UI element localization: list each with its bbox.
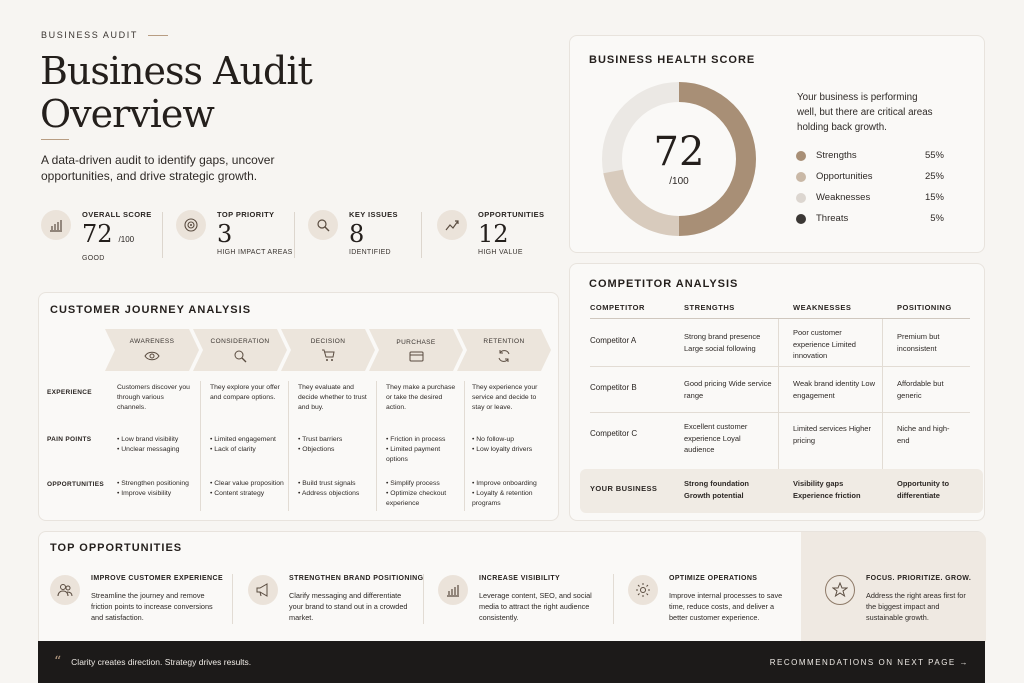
customer-journey-card — [38, 292, 559, 521]
pain-item: • Limited engagement — [210, 436, 276, 443]
column-divider — [200, 381, 201, 511]
magnifier-icon — [308, 210, 338, 240]
kpi-label: OVERALL SCORE — [82, 210, 152, 219]
opportunity-item: • Simplify process — [386, 480, 440, 487]
title-divider — [41, 139, 69, 140]
opportunity-cell — [386, 479, 462, 509]
opportunity-cell — [472, 479, 552, 509]
col-header-weaknesses: WEAKNESSES — [793, 303, 852, 312]
row-label-opportunities: OPPORTUNITIES — [47, 481, 104, 488]
pain-item: • No follow-up — [472, 436, 515, 443]
quote-mark: “ — [54, 654, 62, 670]
experience-cell: Customers discover you through various channels. — [117, 384, 190, 411]
pain-item: • Objections — [298, 446, 335, 453]
your-business-name: YOUR BUSINESS — [590, 484, 658, 493]
opportunity-text: Improve internal processes to save time, reduce costs, and deliver a better customer experience. — [669, 591, 783, 622]
experience-cell: They explore your offer and compare options. — [210, 384, 280, 401]
legend-dot — [796, 172, 806, 182]
opportunity-text: Leverage content, SEO, and social media to attract the right audience consistently. — [479, 591, 592, 622]
column-divider — [882, 319, 883, 469]
health-description: Your business is performing well, but there are critical areas holding back growth. — [797, 92, 933, 133]
search-icon — [233, 349, 247, 363]
legend-label: Threats — [816, 213, 849, 224]
opportunity-item: • Address objections — [298, 490, 360, 497]
pain-cell — [117, 435, 197, 455]
col-header-competitor: COMPETITOR — [590, 303, 645, 312]
kpi-value-number: 72 — [82, 220, 113, 248]
opportunity-heading: OPTIMIZE OPERATIONS — [669, 575, 758, 582]
kpi-sub: IDENTIFIED — [349, 249, 391, 256]
opportunities-title: TOP OPPORTUNITIES — [50, 542, 183, 554]
card-icon — [409, 351, 424, 362]
page-subtitle: A data-driven audit to identify gaps, uncover opportunities, and drive strategic growth. — [41, 153, 275, 183]
eyebrow-label: BUSINESS AUDIT — [41, 30, 138, 40]
footer-bar — [38, 641, 985, 683]
competitor-a-name: Competitor A — [590, 336, 637, 345]
legend-threats — [796, 213, 944, 224]
pain-cell — [298, 435, 374, 455]
competitor-c-strengths: Excellent customer experience Loyal audience — [684, 422, 748, 454]
column-divider — [778, 319, 779, 469]
row-rule — [590, 412, 970, 413]
legend-label: Strengths — [816, 150, 857, 161]
trend-up-icon — [437, 210, 467, 240]
kpi-key-issues — [308, 210, 398, 272]
column-divider — [288, 381, 289, 511]
experience-cell: They evaluate and decide whether to trust and buy. — [298, 384, 367, 411]
legend-dot — [796, 214, 806, 224]
competitor-b-positioning: Affordable but generic — [897, 379, 944, 400]
kpi-label: OPPORTUNITIES — [478, 210, 545, 219]
pain-cell — [386, 435, 462, 465]
next-page-link[interactable]: RECOMMENDATIONS ON NEXT PAGE → — [769, 657, 969, 667]
competitor-c-name: Competitor C — [590, 429, 638, 438]
opportunity-item: • Loyalty & retention programs — [472, 490, 533, 507]
opportunity-item: • Clear value proposition — [210, 480, 284, 487]
column-divider — [232, 574, 233, 624]
pain-item: • Lack of clarity — [210, 446, 256, 453]
opportunity-item: • Improve onboarding — [472, 480, 537, 487]
opportunity-item: • Strengthen positioning — [117, 480, 189, 487]
column-divider — [613, 574, 614, 624]
cart-icon — [321, 349, 335, 362]
bar-chart-icon — [438, 575, 468, 605]
target-icon — [176, 210, 206, 240]
page-title — [40, 50, 460, 136]
kpi-sub: GOOD — [82, 255, 105, 262]
eyebrow — [41, 30, 168, 40]
stage-decision — [281, 329, 375, 371]
col-header-positioning: POSITIONING — [897, 303, 952, 312]
title-line-1: Business Audit — [40, 49, 312, 93]
opportunity-item: • Build trust signals — [298, 480, 356, 487]
kpi-sub: HIGH IMPACT AREAS — [217, 249, 293, 256]
legend-dot — [796, 151, 806, 161]
legend-dot — [796, 193, 806, 203]
refresh-icon — [497, 349, 511, 363]
stage-label: PURCHASE — [396, 338, 436, 346]
pain-item: • Trust barriers — [298, 436, 343, 443]
legend-label: Opportunities — [816, 171, 873, 182]
kpi-value: 8 — [349, 220, 365, 248]
kpi-sub: HIGH VALUE — [478, 249, 523, 256]
stage-label: AWARENESS — [129, 338, 175, 345]
opportunity-heading: STRENGTHEN BRAND POSITIONING — [289, 575, 424, 582]
opportunity-cell — [210, 479, 286, 499]
pain-cell — [472, 435, 552, 455]
legend-pct: 25% — [924, 171, 944, 182]
stage-awareness — [105, 329, 199, 371]
health-score-scale: /100 — [669, 176, 689, 187]
footer-quote: Clarity creates direction. Strategy drives results. — [71, 657, 252, 667]
legend-weaknesses — [796, 192, 944, 203]
health-score-card — [569, 35, 985, 253]
kpi-overall-score — [41, 210, 152, 272]
experience-cell: They make a purchase or take the desired action. — [386, 384, 456, 411]
experience-cell: They experience your service and decide to stay or leave. — [472, 384, 538, 411]
stage-consideration — [193, 329, 287, 371]
opportunity-heading: INCREASE VISIBILITY — [479, 575, 561, 582]
kpi-divider — [421, 212, 422, 258]
stage-label: RETENTION — [483, 337, 525, 345]
header-rule — [590, 318, 970, 319]
row-rule — [590, 366, 970, 367]
your-business-positioning: Opportunity to differentiate — [897, 479, 950, 500]
title-line-2: Overview — [40, 92, 214, 136]
opportunity-heading: FOCUS. PRIORITIZE. GROW. — [866, 575, 972, 582]
top-opportunities-card — [38, 531, 985, 641]
legend-label: Weaknesses — [816, 192, 871, 203]
pain-item: • Limited payment options — [386, 446, 441, 463]
stage-retention — [457, 329, 551, 371]
bar-chart-icon — [41, 210, 71, 240]
competitor-a-weaknesses: Poor customer experience Limited innovation — [793, 328, 856, 360]
megaphone-icon — [248, 575, 278, 605]
competitor-c-weaknesses: Limited services Higher pricing — [793, 424, 871, 445]
star-icon — [825, 575, 855, 605]
gear-icon — [628, 575, 658, 605]
kpi-divider — [162, 212, 163, 258]
column-divider — [376, 381, 377, 511]
opportunity-cell — [298, 479, 374, 499]
health-title: BUSINESS HEALTH SCORE — [589, 54, 756, 66]
opportunity-text: Streamline the journey and remove friction points to increase conversions and satisfaction. — [91, 591, 213, 622]
competitor-b-weaknesses: Weak brand identity Low engagement — [793, 379, 875, 400]
competitor-b-strengths: Good pricing Wide service range — [684, 379, 772, 400]
opportunity-text: Address the right areas first for the biggest impact and sustainable growth. — [866, 591, 966, 622]
row-label-experience: EXPERIENCE — [47, 389, 92, 396]
legend-pct: 55% — [924, 150, 944, 161]
kpi-top-priority — [176, 210, 293, 272]
kpi-label: KEY ISSUES — [349, 210, 398, 219]
competitor-a-positioning: Premium but inconsistent — [897, 332, 940, 353]
opportunity-cell — [117, 479, 197, 499]
pain-item: • Low loyalty drivers — [472, 446, 533, 453]
opportunity-heading: IMPROVE CUSTOMER EXPERIENCE — [91, 575, 224, 582]
journey-title: CUSTOMER JOURNEY ANALYSIS — [50, 304, 252, 316]
kpi-value — [82, 219, 152, 255]
opportunity-item: • Content strategy — [210, 490, 265, 497]
column-divider — [464, 381, 465, 511]
opportunity-item: • Optimize checkout experience — [386, 490, 447, 507]
stage-purchase — [369, 329, 463, 371]
health-score-value: 72 — [653, 129, 705, 175]
row-label-pain-points: PAIN POINTS — [47, 436, 92, 443]
competitor-b-name: Competitor B — [590, 383, 637, 392]
competitor-title: COMPETITOR ANALYSIS — [589, 278, 739, 290]
col-header-strengths: STRENGTHS — [684, 303, 735, 312]
kpi-opportunities — [437, 210, 544, 272]
your-business-strengths: Strong foundation Growth potential — [684, 479, 749, 500]
pain-cell — [210, 435, 286, 455]
legend-opportunities — [796, 171, 944, 182]
opportunity-text: Clarify messaging and differentiate your brand to stand out in a crowded market. — [289, 591, 408, 622]
competitor-c-positioning: Niche and high-end — [897, 424, 950, 445]
kpi-value: 3 — [217, 220, 233, 248]
kpi-label: TOP PRIORITY — [217, 210, 275, 219]
kpi-divider — [294, 212, 295, 258]
eye-icon — [144, 350, 160, 362]
kpi-value: 12 — [478, 220, 509, 248]
eyebrow-rule — [148, 35, 168, 36]
opportunity-item: • Improve visibility — [117, 490, 172, 497]
legend-strengths — [796, 150, 944, 161]
kpi-value-suffix: /100 — [118, 235, 135, 244]
legend-pct: 15% — [924, 192, 944, 203]
users-icon — [50, 575, 80, 605]
stage-label: CONSIDERATION — [210, 337, 270, 345]
competitor-a-strengths: Strong brand presence Large social following — [684, 332, 761, 353]
pain-item: • Friction in process — [386, 436, 446, 443]
pain-item: • Low brand visibility — [117, 436, 179, 443]
legend-pct: 5% — [930, 213, 944, 224]
pain-item: • Unclear messaging — [117, 446, 180, 453]
your-business-weaknesses: Visibility gaps Experience friction — [793, 479, 861, 500]
competitor-analysis-card — [569, 263, 985, 521]
stage-label: DECISION — [310, 338, 346, 345]
